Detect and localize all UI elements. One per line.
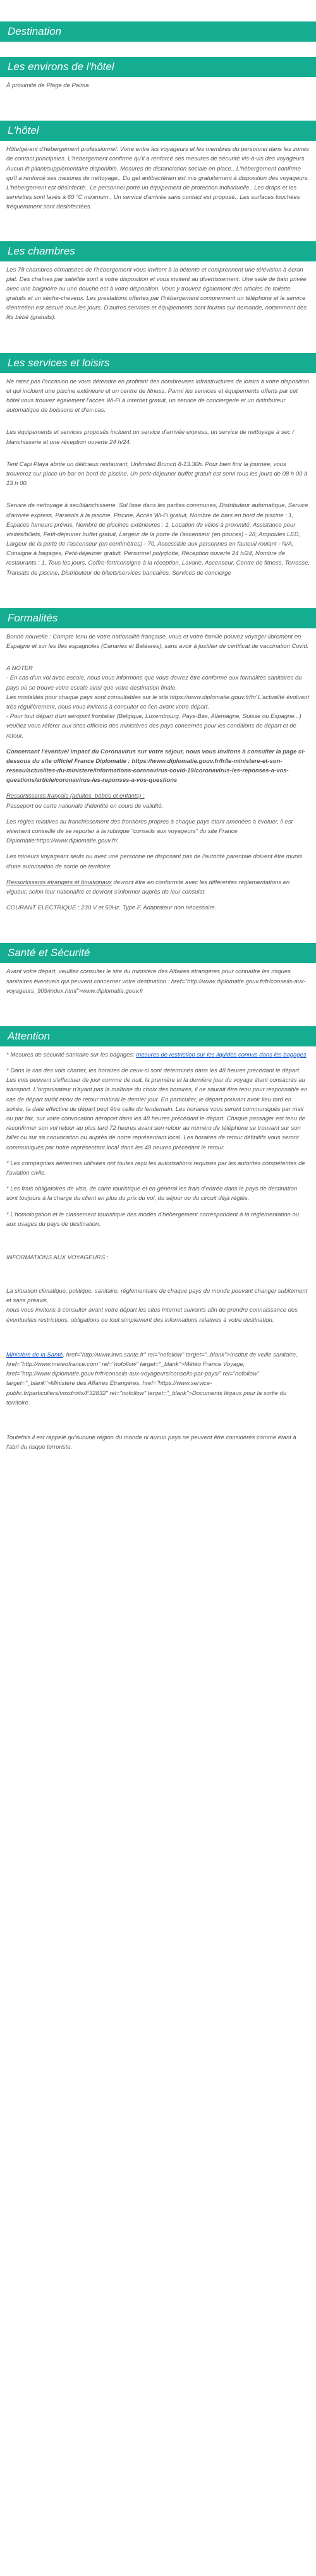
section-formalites (0, 628, 316, 928)
attention-bagages (6, 1050, 310, 1060)
spacer (0, 593, 316, 608)
formalites-mineurs: Les mineurs voyageant seuls ou avec une personne ne disposant pas de l'autorité parentale doivent être munis d'une autorisation de sortie de territoire. (6, 853, 303, 870)
attention-vols-charter: * Dans le cas des vols charter, les horaires de ceux-ci sont déterminés dans les 48 heures précédant le départ. Les vols peuvent s'effectuer de jour comme de nuit, la première et la dernière jour du voyage étant consacrés au transport. L'organisateur n'ayant pas la maîtrise du choix des horaires, il ne saurait être tenu pour responsable en cas de départ tardif et/ou de retour matinal le dernier jour. En particulier, le départ pouvant avoir lieu tard en soirée, la date effective de départ peut être celle du lendemain. Les horaires vous seront communiqués par mail ou par fax, sur votre convocation aéroport dans les 48 heures précédant le départ. Chaque passager est tenu de reconfirmer son vol retour au plus tard 72 heures avant son retour au numéro de téléphone se trouvant sur son billet ou sur sa convocation ou auprès de notre représentant local. Les horaires de retour définitifs vous seront communiqués par notre représentant local dans les 48 heures précédant le retour. (6, 1067, 308, 1151)
section-chambres (0, 261, 316, 338)
spacer (6, 494, 310, 501)
formalites-etrangers-title: Ressortissants étrangers et binationaux (6, 878, 112, 886)
formalites-courant: COURANT ELECTRIQUE : 230 V et 50Hz. Type F. Adaptateur non nécessaire. (6, 904, 217, 912)
formalites-regles: Les règles relatives au franchissement des frontières propres à chaque pays étant amenées à évoluer, il est vivement conseillé de se reporter à la rubrique "conseils aux voyageurs" du site France Diplomatie:https://www.diplomatie.gouv.fr/. (6, 818, 293, 845)
attention-liens (6, 1350, 310, 1408)
environs-text: À proximité de Plage de Palma (6, 82, 89, 89)
attention-situation: La situation climatique, politique, sanitaire, réglementaire de chaque pays du monde pouvant changer subitement et sans préavis, nous vous invitons à consulter avant votre départ les sites Internet suivants afin de prendre connaissance des éventuelles restrictions, obligations ou tout simplement des informations relatives à votre destination. (6, 1288, 308, 1324)
formalites-etrangers-text: devront être en conformité avec les différentes réglementations en vigueur, selon leur nationalité et devront s'informer auprès de leur consulat. (6, 878, 290, 896)
formalites-ressortissants-title: Ressortissants français (adultes, bébés et enfants) : (6, 793, 145, 800)
sante-text: Avant votre départ, veuillez consulter le site du ministère des Affaires étrangères pour connaître les risques sanitaires éventuels qui peuvent concerner votre destination : href="http://www.diplomatie.gouv.fr/fr/conseils-aux-voyageurs_909/index.html">www.diplomatie.gouv.fr (6, 968, 306, 995)
hotel-text: Hôte/gérant d'hébergement professionnel. Votre entre les voyageurs et les membres du personnel dans les zones de contact principales. L'hébergement confirme qu'il a renforcé ses mesures de sécurité vis-à-vis des voyageurs. Aucun lit pliant/supplémentaire disponible. Mesures de distanciation sociale en place.. L'hébergement confirme qu'il a renforcé ses mesures de nettoyage.. Du gel antibactérien est mis gratuitement à disposition des voyageurs. L'hébergement est désinfecté.. Le personnel porte un équipement de protection individuelle.. Les draps et les serviettes sont lavés à 60 °C minimum.. Un service d'arrivée sans contact est proposé.. Les surfaces touchées fréquemment sont désinfectées. (6, 146, 310, 211)
attention-frais: * Les frais obligatoires de visa, de carte touristique et en général les frais d'entrée dans le pays de destination sont toujours à la charge du client en plus du prix du vol, du séjour ou du circuit déjà réglés. (6, 1185, 298, 1202)
formalites-ressortissants-text: Passeport ou carte nationale d'identité en cours de validité. (6, 802, 164, 810)
attention-compagnies: * Les compagnies aériennes utilisées ont toutes reçu les autorisations requises par les autorités compétentes de l'aviation civile. (6, 1159, 305, 1177)
formalites-note-title: A NOTER (6, 665, 33, 673)
spacer (6, 1331, 310, 1350)
section-header-formalites: Formalités (0, 608, 316, 628)
section-header-chambres: Les chambres (0, 241, 316, 261)
chambres-text: Les 78 chambres climatisées de l'hébergement vous invitent à la détente et comprennent une télévision à écran plat. Des chaînes par satellite sont à votre disposition et vous invitent au divertissement. Une salle de bain privée avec une baignoire ou une douche est à votre disposition. Vous y trouvez également des articles de toilette gratuits et un sèche-cheveux. Les prestations offertes par l'hébergement comprennent un téléphone et le service d'entretien est assuré tous les jours. D'autres services et équipements sont fournis sur demande, notamment des lits bébé (gratuits). (6, 266, 307, 321)
section-header-environs: Les environs de l'hôtel (0, 57, 316, 77)
spacer (6, 1235, 310, 1253)
spacer (0, 1011, 316, 1026)
services-p1: Ne ratez pas l'occasion de vous détendre en profitant des nombreuses infrastructures de loisirs à votre disposition et qui incluent une piscine extérieure et un centre de fitness. Parmi les services et équipements offerts par cet hôtel vous trouvez également l'accès Wi-Fi à Internet gratuit, un service de conciergerie et un distributeur automatique de boissons et d'en-cas. (6, 378, 310, 414)
spacer (0, 227, 316, 241)
formalites-note-b: Les modalités pour chaque pays sont consultables sur le site https://www.diplomatie.gouv.fr/fr/ L'actualité évoluant très régulièrement, nous vous invitons à consulter ce lien avant votre départ. (6, 693, 310, 710)
spacer (6, 657, 310, 664)
formalites-p1: Bonne nouvelle : Compte tenu de votre nationalité française, vous et votre famille pouvez voyager librement en Espagne et sur les îles espagnoles (Canaries et Baléares), sans avoir à justifier de certificat de vaccination Covid. (6, 633, 309, 650)
spacer (6, 1269, 310, 1286)
spacer (6, 453, 310, 460)
section-services (0, 373, 316, 593)
formalites-note-c: - Pour tout départ d'un aéroport frontalier (Belgique, Luxembourg, Pays-Bas, Allemagne, Suisse ou Espagne...) veuillez vous référer aux sites officiels des ministères des pays concernés pour les conditions de départ et de retour. (6, 713, 301, 740)
formalites-coronavirus: Concernant l'éventuel impact du Coronavirus sur votre séjour, nous vous invitons à consulter la page ci-dessous du site officiel France Diplomatie : https://www.diplomatie.gouv.fr/fr/le-ministere-et-son-reseau/actualites-du-ministere/informations-coronavirus-covid-19/coronavirus-les-reponses-a-vos-questions/article/coronavirus-les-reponses-a-vos-questions (6, 748, 306, 784)
section-environs (0, 77, 316, 105)
spacer (0, 105, 316, 121)
section-header-hotel: L'hôtel (0, 121, 316, 141)
services-p4: Service de nettoyage à sec/blanchisserie. Sol lisse dans les parties communes, Distributeur automatique, Service d'arrivée express, Parasols à la piscine, Piscine, Accès Wi-Fi gratuit, Nombre de bars en bord de piscine : 1, Espaces fumeurs prévus, Nombre de piscines extérieures : 1, Location de vélos à proximité, Assistance pour visites/billets, Petit-déjeuner buffet gratuit, Largeur de la porte de l'ascenseur (en pouces) - 28, Ampoules LED, Largeur de la porte de l'ascenseur (en centimètres) - 70, Accessible aux personnes en fauteuil roulant - N/A, Consigne à bagages, Petit-déjeuner gratuit, Personnel polyglotte, Réception ouverte 24 h/24, Nombre de restaurants : 1, Tous les jours, Coffre-fort/consigne à la réception, Lavarie, Ascenseur, Centre de fitness, Terrasse, Transats de piscine, Distributeur de billets/services bancaires, Services de concierge (6, 502, 310, 577)
section-sante (0, 963, 316, 1011)
spacer (0, 338, 316, 353)
liquides-restriction-link[interactable]: mesures de restriction sur les liquides connus dans les bagages (136, 1051, 307, 1058)
services-p2: Les équipements et services proposés incluent un service d'arrivée express, un service de nettoyage à sec / blanchisserie et une réception ouverte 24 h/24. (6, 429, 294, 446)
section-hotel (0, 141, 316, 227)
attention-terrorisme: Toutefois il est rappelé qu'aucune région du monde ni aucun pays ne peuvent être considérés comme étant à l'abri du risque terroriste. (6, 1434, 296, 1451)
attention-bagages-text: * Mesures de sécurité sanitaire sur les bagages: (6, 1051, 137, 1058)
section-header-attention: Attention (0, 1026, 316, 1046)
attention-liens-text: , href="http://www.invs.sante.fr" rel="nofollow" target="_blank">Institut de veille sanitaire, href="http://www.meteofrance.com" rel="nofollow" target="_blank">Météo France Voyage, href="http://www.diplomatie.gouv.fr/fr/conseils-aux-voyageurs/conseils-par-pays/" rel="nofollow" target="_blank">Ministère des Affaires Etrangères, href="https://www.service-public.fr/particuliers/vosdroits/F32832" rel="nofollow" target="_blank">Documents légaux pour la sortie du territoire. (6, 1351, 298, 1406)
spacer (0, 928, 316, 943)
formalites-note-a: - En cas d'un vol avec escale, nous vous informons que vous devrez être conforme aux formalités sanitaires du pays où se trouve votre escale ainsi que votre destination finale. (6, 674, 302, 692)
spacer (0, 42, 316, 57)
attention-homologation: * L'homologation et le classement touristique des modes d'hébergement correspondent à la réglementation ou aux usages du pays de destination. (6, 1211, 300, 1228)
attention-info-voyageurs: INFORMATIONS AUX VOYAGEURS : (6, 1254, 109, 1261)
section-header-destination: Destination (0, 21, 316, 42)
ministere-sante-link[interactable]: Ministère de la Santé (6, 1351, 63, 1358)
services-p3: Tent Capi Playa abrite un délicieux restaurant, Unlimited Brunch 8-13.30h. Pour bien finir la journée, vous trouverez sur place un bar en bord de piscine. Un petit-déjeuner buffet gratuit est servi tous les jours de 08 h 00 à 13 h 00. (6, 460, 308, 488)
section-header-sante: Santé et Sécurité (0, 943, 316, 963)
section-attention (0, 1046, 316, 1467)
spacer (6, 1414, 310, 1433)
spacer (6, 421, 310, 428)
section-header-services: Les services et loisirs (0, 353, 316, 373)
formalites-etrangers (6, 878, 310, 897)
